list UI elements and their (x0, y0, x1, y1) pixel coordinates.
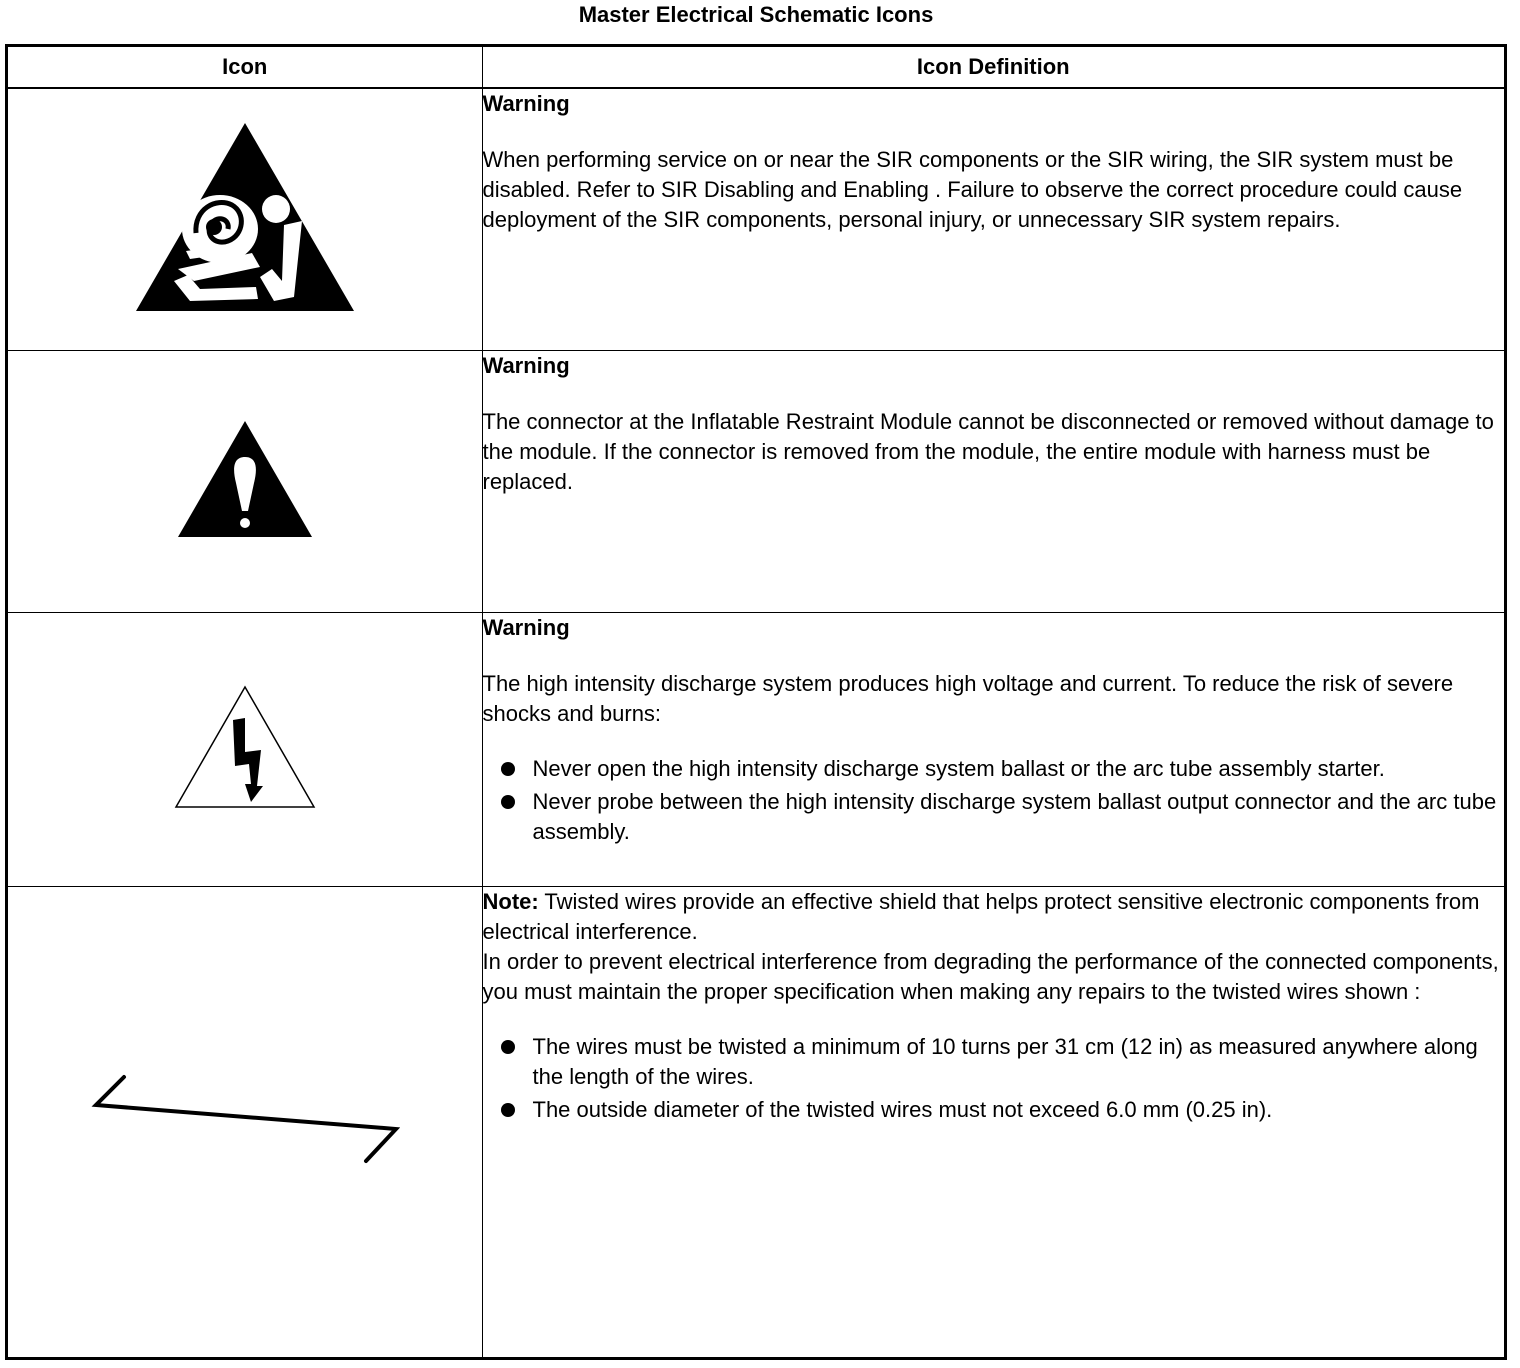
bullet-list (483, 1032, 1505, 1125)
icon-cell (8, 350, 482, 612)
bullet-icon (501, 795, 515, 809)
exclamation-warning-icon (176, 419, 314, 539)
table-row (8, 612, 1504, 886)
definition-cell (482, 886, 1504, 1357)
bullet-icon (501, 1040, 515, 1054)
definition-title: Warning (482, 91, 570, 116)
header-icon-definition: Icon Definition (482, 47, 1504, 88)
airbag-warning-icon (134, 121, 356, 313)
definition-title: Warning (482, 614, 570, 640)
definition-cell (482, 88, 1504, 350)
icons-table (8, 47, 1504, 1357)
list-item: Never probe between the high intensity discharge system ballast output connector and the arc tube assembly. (501, 787, 1505, 847)
definition-text: The high intensity discharge system produces high voltage and current. To reduce the risk of severe shocks and burns: (482, 670, 1454, 726)
definition-text: When performing service on or near the SIR components or the SIR wiring, the SIR system must be disabled. Refer to SIR Disabling and Enabling . Failure to observe the correct procedure could cause deployment of the SIR components, personal injury, or unnecessary SIR system repairs. (482, 147, 1463, 232)
page-title: Master Electrical Schematic Icons (578, 2, 934, 27)
high-voltage-warning-icon (173, 684, 317, 810)
table-header-row (8, 47, 1504, 88)
icon-cell (8, 88, 482, 350)
bullet-list (483, 754, 1505, 847)
list-item: The outside diameter of the twisted wires must not exceed 6.0 mm (0.25 in). (501, 1095, 1505, 1125)
icon-cell (8, 886, 482, 1357)
list-item: The wires must be twisted a minimum of 10 turns per 31 cm (12 in) as measured anywhere along the length of the wires. (501, 1032, 1505, 1092)
note-text: Twisted wires provide an effective shield that helps protect sensitive electronic components from electrical interference. (482, 888, 1480, 944)
table-row (8, 886, 1504, 1357)
twisted-wires-icon (90, 1073, 400, 1165)
header-icon: Icon (8, 47, 482, 88)
definition-text: In order to prevent electrical interference from degrading the performance of the connected components, you must maintain the proper specification when making any repairs to the twisted wires shown : (482, 948, 1499, 1004)
definition-cell (482, 612, 1504, 886)
icons-table-frame (5, 44, 1507, 1360)
table-row (8, 88, 1504, 350)
definition-title: Warning (482, 352, 570, 378)
list-item: Never open the high intensity discharge system ballast or the arc tube assembly starter. (501, 754, 1505, 784)
icon-cell (8, 612, 482, 886)
note-paragraph (483, 887, 1505, 947)
bullet-icon (501, 1103, 515, 1117)
table-row (8, 350, 1504, 612)
definition-cell (482, 350, 1504, 612)
definition-text: The connector at the Inflatable Restraint Module cannot be disconnected or removed without damage to the module. If the connector is removed from the module, the entire module with harness must be replaced. (482, 408, 1494, 494)
bullet-icon (501, 762, 515, 776)
note-label: Note: (482, 888, 539, 914)
